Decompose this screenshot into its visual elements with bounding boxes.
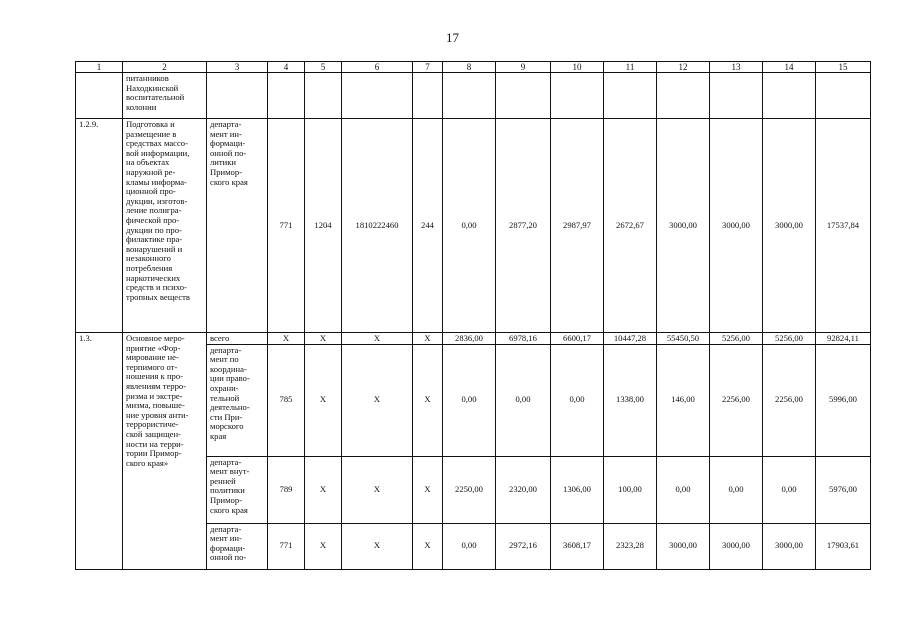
cell [413,73,443,119]
table-row-1-3-total [76,333,871,345]
value-cell: 3000,00 [763,523,816,569]
value-cell: X [305,523,342,569]
cell [305,73,342,119]
budget-table [75,61,871,570]
executor-cell: департа- мент ин- формаци- онной по- [207,523,268,569]
cell [76,73,123,119]
value-cell: 0,00 [443,523,496,569]
value-cell: 0,00 [657,456,710,523]
executor-cell: всего [207,333,268,345]
measure-name-cell: питанников Находкинской воспитательной колонии [123,73,207,119]
value-cell: 10447,28 [604,333,657,345]
value-cell: 5256,00 [763,333,816,345]
cell [443,73,496,119]
cell [342,73,413,119]
executor-cell: департа- мент по координа- ции право- охрани- тельной деятельно- сти При- морского края [207,344,268,456]
value-cell: X [342,333,413,345]
value-cell: 789 [268,456,305,523]
cell [816,73,871,119]
value-cell: 2250,00 [443,456,496,523]
cell [207,73,268,119]
column-header: 13 [710,62,763,73]
column-header: 6 [342,62,413,73]
value-cell: 3608,17 [551,523,604,569]
cell [710,73,763,119]
value-cell: 2672,67 [604,119,657,333]
value-cell: X [413,333,443,345]
cell [268,73,305,119]
value-cell: X [413,456,443,523]
value-cell: 1306,00 [551,456,604,523]
value-cell: 2987,97 [551,119,604,333]
value-cell: 1338,00 [604,344,657,456]
value-cell: X [342,344,413,456]
column-header: 12 [657,62,710,73]
column-header: 3 [207,62,268,73]
value-cell: 0,00 [710,456,763,523]
page-number: 17 [446,30,459,45]
executor-cell: департа- мент внут- ренней политики Примор- ского края [207,456,268,523]
value-cell: X [413,344,443,456]
column-header: 7 [413,62,443,73]
value-cell: 3000,00 [657,523,710,569]
cell [551,73,604,119]
column-header: 1 [76,62,123,73]
cell [657,73,710,119]
column-header: 2 [123,62,207,73]
value-cell: 0,00 [443,119,496,333]
measure-code-cell: 1.3. [76,333,123,570]
value-cell: 55450,50 [657,333,710,345]
value-cell: X [342,523,413,569]
cell [763,73,816,119]
value-cell: 6600,17 [551,333,604,345]
value-cell: 100,00 [604,456,657,523]
value-cell: X [342,456,413,523]
column-header: 9 [496,62,551,73]
value-cell: 6978,16 [496,333,551,345]
value-cell: 2877,20 [496,119,551,333]
value-cell: 3000,00 [763,119,816,333]
executor-cell: департа- мент ин- формаци- онной по- литики Примор- ского края [207,119,268,333]
value-cell: X [305,344,342,456]
column-header: 10 [551,62,604,73]
column-number-row [76,62,871,73]
value-cell: 0,00 [551,344,604,456]
column-header: 4 [268,62,305,73]
measure-name-cell: Основное меро- приятие «Фор- мирование не- терпимого от- ношения к про- явлениям терро- ризма и экстре- мизма, повыше- ние уровня анти- террористиче- ской защищен- ности на терри- тории Примор- ского края» [123,333,207,570]
value-cell: 3000,00 [710,523,763,569]
value-cell: X [268,333,305,345]
value-cell: X [305,456,342,523]
value-cell: 1204 [305,119,342,333]
value-cell: 92824,11 [816,333,871,345]
value-cell: 17537,84 [816,119,871,333]
value-cell: 771 [268,119,305,333]
value-cell: 1810222460 [342,119,413,333]
value-cell: 3000,00 [657,119,710,333]
value-cell: 2256,00 [710,344,763,456]
value-cell: 17903,61 [816,523,871,569]
value-cell: 244 [413,119,443,333]
value-cell: 2256,00 [763,344,816,456]
value-cell: 0,00 [496,344,551,456]
cell [496,73,551,119]
column-header: 15 [816,62,871,73]
value-cell: 0,00 [443,344,496,456]
measure-name-cell: Подготовка и размещение в средствах массо- вой информации, на объектах наружной ре- кламы информа- ционной про- дукции, изготов- ление полигра- фической про- дукции по про- филактике пра- вонарушений и незаконного потребления наркотических средств и психо- тропных веществ [123,119,207,333]
column-header: 14 [763,62,816,73]
value-cell: 2323,28 [604,523,657,569]
value-cell: 5976,00 [816,456,871,523]
value-cell: 785 [268,344,305,456]
column-header: 5 [305,62,342,73]
column-header: 11 [604,62,657,73]
measure-code-cell: 1.2.9. [76,119,123,333]
value-cell: 146,00 [657,344,710,456]
value-cell: 5996,00 [816,344,871,456]
value-cell: X [413,523,443,569]
value-cell: 0,00 [763,456,816,523]
value-cell: 2836,00 [443,333,496,345]
value-cell: X [305,333,342,345]
value-cell: 2972,16 [496,523,551,569]
column-header: 8 [443,62,496,73]
value-cell: 2320,00 [496,456,551,523]
value-cell: 3000,00 [710,119,763,333]
table-row-continued [76,73,871,119]
value-cell: 771 [268,523,305,569]
value-cell: 5256,00 [710,333,763,345]
table-row-1-2-9 [76,119,871,333]
cell [604,73,657,119]
